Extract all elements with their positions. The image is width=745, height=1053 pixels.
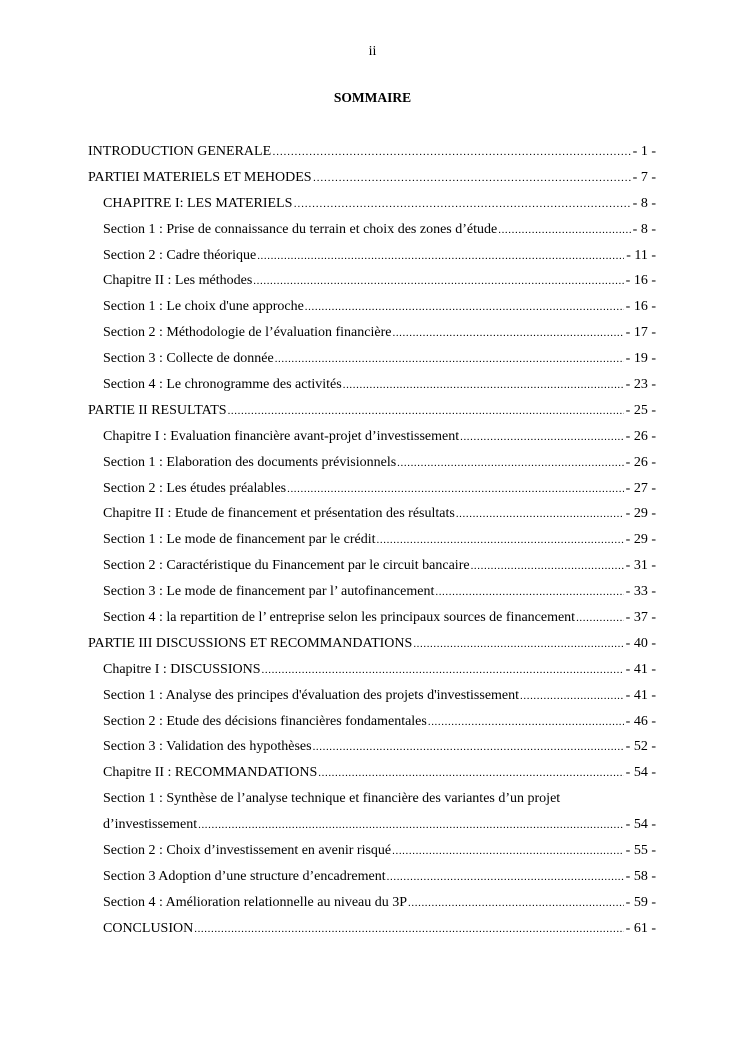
toc-leader	[287, 483, 624, 495]
toc-entry[interactable]	[88, 558, 656, 584]
toc-entry-title: Section 3 Adoption d’une structure d’encadrement	[103, 868, 386, 884]
toc-leader	[471, 560, 624, 572]
toc-entry[interactable]	[88, 532, 656, 558]
toc-leader	[576, 612, 624, 624]
toc-entry-title: PARTIE III DISCUSSIONS ET RECOMMANDATIONS	[88, 635, 413, 651]
toc-entry-page: - 8 -	[632, 221, 656, 237]
toc-entry-title: Section 2 : Etude des décisions financières fondamentales	[103, 713, 427, 729]
toc-entry-page: - 27 -	[625, 480, 656, 496]
toc-entry-page: - 25 -	[625, 402, 656, 418]
toc-entry-title: Section 3 : Validation des hypothèses	[103, 739, 312, 755]
toc-entry[interactable]	[88, 144, 656, 170]
toc-entry-title: Section 3 : Le mode de financement par l’ autofinancement	[103, 584, 435, 600]
toc-entry-title: Section 1 : Analyse des principes d'évaluation des projets d'investissement	[103, 687, 520, 703]
toc-entry-title: Section 2 : Choix d’investissement en avenir risqué	[103, 843, 392, 859]
toc-entry-page: - 26 -	[625, 428, 656, 444]
toc-entry-title: CHAPITRE I: LES MATERIELS	[103, 195, 293, 211]
toc-entry-page: - 54 -	[625, 817, 656, 833]
toc-entry[interactable]	[88, 895, 656, 921]
toc-entry[interactable]	[88, 636, 656, 662]
toc-entry-title: Section 1 : Prise de connaissance du terrain et choix des zones d’étude	[103, 221, 498, 237]
toc-leader	[262, 664, 624, 676]
toc-entry-page: - 16 -	[625, 299, 656, 315]
toc-entry-page: - 37 -	[625, 610, 656, 626]
toc-entry-title: Chapitre I : Evaluation financière avant-projet d’investissement	[103, 428, 460, 444]
toc-entry[interactable]	[88, 196, 656, 222]
toc-leader	[275, 353, 624, 365]
toc-entry[interactable]	[88, 506, 656, 532]
toc-entry-page: - 1 -	[632, 144, 656, 159]
toc-leader	[387, 871, 624, 883]
toc-entry[interactable]	[88, 351, 656, 377]
toc-entry[interactable]	[88, 662, 656, 688]
toc-entry-title: Section 2 : Caractéristique du Financement par le circuit bancaire	[103, 558, 470, 574]
toc-entry-title: Section 2 : Méthodologie de l’évaluation financière	[103, 325, 392, 341]
toc-entry-title: Chapitre I : DISCUSSIONS	[103, 661, 261, 677]
toc-entry-page: - 41 -	[625, 661, 656, 677]
toc-entry[interactable]	[88, 222, 656, 248]
toc-entry[interactable]	[88, 248, 656, 274]
toc-entry-page: - 23 -	[625, 377, 656, 393]
toc-entry-page: - 58 -	[625, 868, 656, 884]
toc-entry[interactable]	[88, 377, 656, 403]
toc-leader	[392, 845, 624, 857]
toc-entry-title: Chapitre II : Les méthodes	[103, 273, 253, 289]
toc-leader	[194, 923, 623, 935]
toc-entry-title: Section 1 : Le choix d'une approche	[103, 299, 304, 315]
toc-leader	[293, 198, 630, 210]
toc-leader	[392, 327, 623, 339]
toc-entry-page: - 11 -	[626, 247, 656, 263]
toc-leader	[456, 508, 624, 520]
toc-leader	[377, 534, 624, 546]
toc-entry[interactable]	[88, 481, 656, 507]
toc-entry-title: Section 1 : Synthèse de l’analyse technique et financière des variantes d’un projet	[103, 791, 561, 807]
toc-entry-title: Section 2 : Les études préalables	[103, 480, 287, 496]
toc-leader	[408, 897, 624, 909]
toc-entry-page: - 7 -	[632, 169, 656, 185]
toc-leader	[257, 250, 624, 262]
toc-entry-page: - 26 -	[625, 454, 656, 470]
toc-leader	[253, 275, 623, 287]
toc-entry-title: d’investissement	[103, 817, 198, 833]
toc-entry-title: Section 3 : Collecte de donnée	[103, 351, 274, 367]
toc-entry-page: - 54 -	[625, 765, 656, 781]
toc-leader	[460, 431, 624, 443]
toc-entry-title: Section 4 : Amélioration relationnelle au niveau du 3P	[103, 894, 408, 910]
toc-entry[interactable]	[88, 869, 656, 895]
page-title: SOMMAIRE	[333, 90, 412, 105]
toc-entry-page: - 16 -	[625, 273, 656, 289]
toc-entry-title: Section 1 : Le mode de financement par le crédit	[103, 532, 376, 548]
toc-entry[interactable]	[88, 714, 656, 740]
toc-entry[interactable]	[88, 817, 656, 843]
toc-entry-title: Section 2 : Cadre théorique	[103, 247, 257, 263]
toc-entry-title: PARTIEI MATERIELS ET MEHODES	[88, 169, 312, 185]
toc-entry[interactable]	[88, 429, 656, 455]
toc-entry[interactable]	[88, 688, 656, 714]
toc-entry-title: CONCLUSION	[103, 920, 194, 936]
toc-entry[interactable]	[88, 273, 656, 299]
toc-entry-title: Section 1 : Elaboration des documents prévisionnels	[103, 454, 397, 470]
toc-leader	[318, 767, 623, 779]
toc-leader	[498, 224, 630, 236]
toc-leader	[313, 741, 624, 753]
toc-entry-page: - 40 -	[625, 635, 656, 651]
toc-entry[interactable]	[88, 455, 656, 481]
toc-leader	[305, 301, 624, 313]
toc-entry-page: - 52 -	[625, 739, 656, 755]
page-number: ii	[368, 44, 377, 59]
toc-entry-title: PARTIE II RESULTATS	[88, 402, 227, 418]
toc-entry-title: Chapitre II : Etude de financement et présentation des résultats	[103, 506, 455, 522]
toc-leader	[435, 586, 623, 598]
toc-entry[interactable]	[88, 791, 656, 817]
toc-entry[interactable]	[88, 325, 656, 351]
table-of-contents	[88, 144, 656, 947]
toc-entry[interactable]	[88, 299, 656, 325]
toc-entry-page: - 8 -	[632, 195, 656, 211]
toc-entry-title: Section 4 : la repartition de l’ entreprise selon les principaux sources de financement	[103, 610, 576, 626]
toc-entry[interactable]	[88, 843, 656, 869]
toc-entry-page: - 29 -	[625, 506, 656, 522]
toc-entry[interactable]	[88, 170, 656, 196]
toc-entry-page: - 41 -	[625, 687, 656, 703]
toc-entry[interactable]	[88, 765, 656, 791]
toc-entry-title: INTRODUCTION GENERALE	[88, 144, 272, 159]
toc-entry[interactable]	[88, 584, 656, 610]
toc-entry-page: - 61 -	[625, 920, 656, 936]
toc-entry-page: - 31 -	[625, 558, 656, 574]
toc-leader	[397, 457, 624, 469]
toc-entry-title: Section 4 : Le chronogramme des activités	[103, 377, 342, 393]
toc-leader	[413, 638, 623, 650]
toc-entry-page: - 59 -	[625, 894, 656, 910]
toc-entry[interactable]	[88, 921, 656, 947]
toc-leader	[313, 172, 631, 184]
toc-entry[interactable]	[88, 610, 656, 636]
toc-entry-page: - 33 -	[625, 584, 656, 600]
toc-leader	[228, 405, 624, 417]
toc-entry-page: - 46 -	[625, 713, 656, 729]
toc-entry-title: Chapitre II : RECOMMANDATIONS	[103, 765, 318, 781]
toc-entry[interactable]	[88, 403, 656, 429]
toc-leader	[198, 819, 624, 831]
toc-entry-page: - 19 -	[625, 351, 656, 367]
toc-leader	[428, 716, 624, 728]
toc-leader	[343, 379, 624, 391]
toc-entry-page: - 17 -	[625, 325, 656, 341]
toc-entry-page: - 55 -	[625, 843, 656, 859]
toc-leader	[520, 690, 624, 702]
toc-leader	[272, 146, 631, 158]
toc-entry-page: - 29 -	[625, 532, 656, 548]
toc-entry[interactable]	[88, 739, 656, 765]
